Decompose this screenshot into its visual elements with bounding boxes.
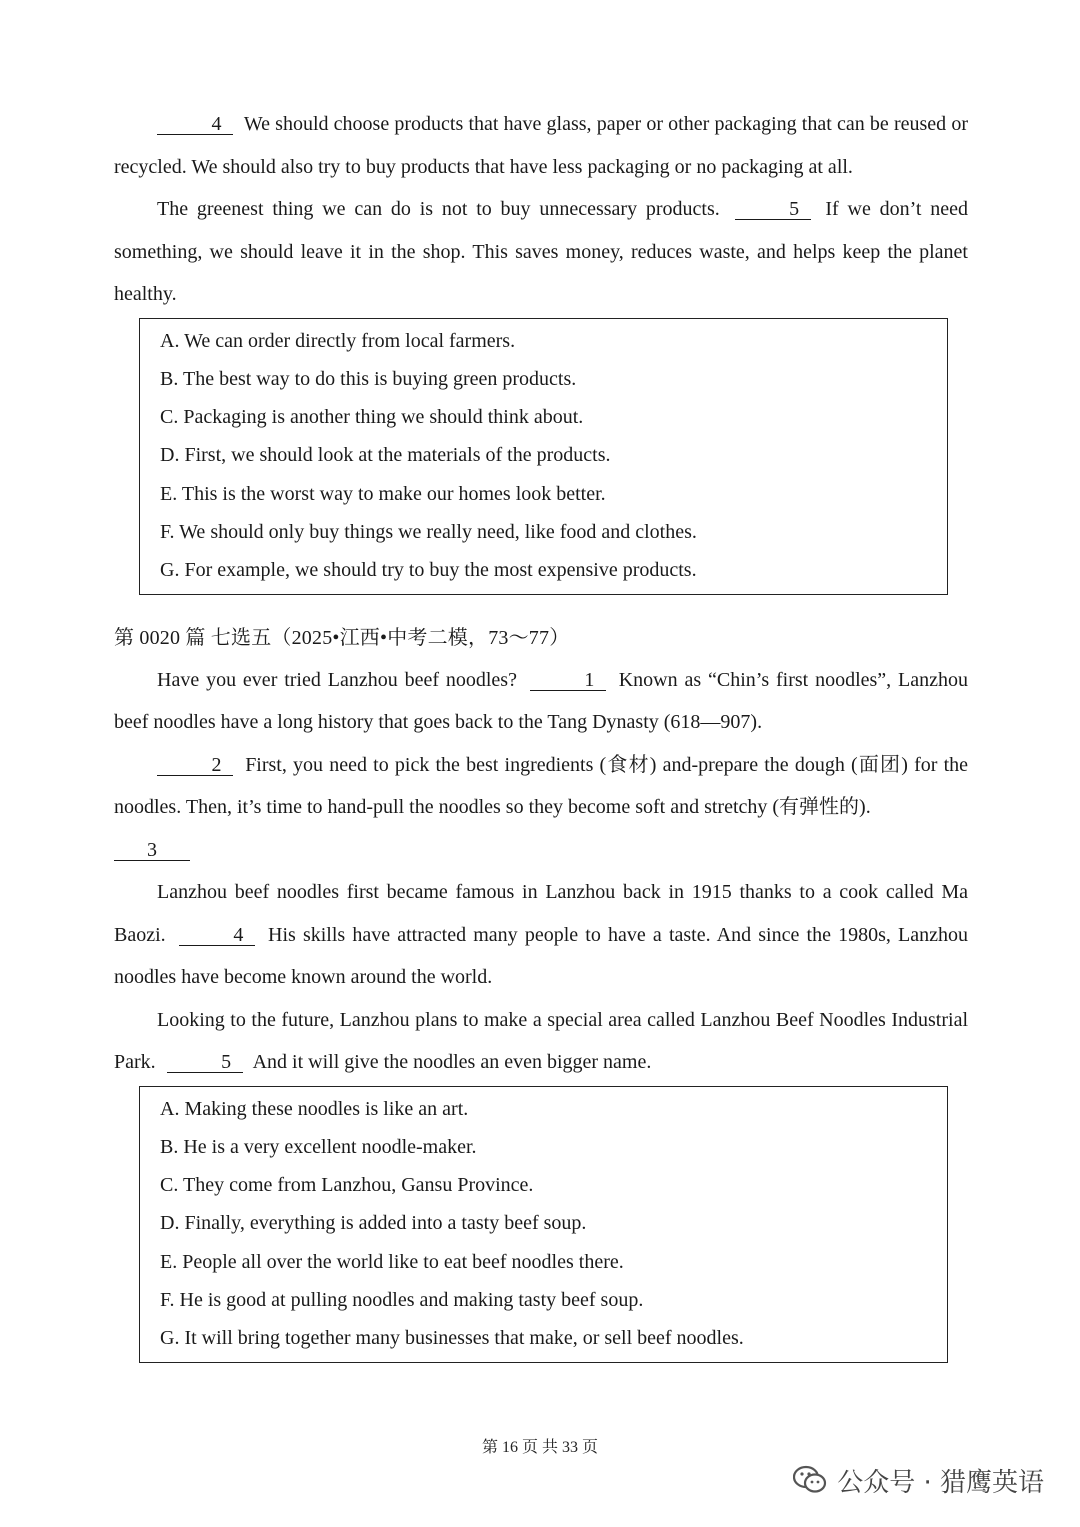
- option-a: A. Making these noodles is like an art.: [160, 1097, 469, 1120]
- blank-5: 5: [167, 1052, 243, 1073]
- watermark-text: 公众号 · 猎鹰英语: [837, 1467, 1044, 1498]
- option-b: B. He is a very excellent noodle-maker.: [160, 1135, 477, 1158]
- option-c: C. They come from Lanzhou, Gansu Province.: [160, 1174, 534, 1197]
- options-box-2: [139, 1086, 948, 1363]
- section-heading: 第 0020 篇 七选五（2025•江西•中考二模，73～77）: [114, 626, 570, 649]
- option-f: F. We should only buy things we really need, like food and clothes.: [160, 520, 697, 543]
- blank-1: 1: [530, 670, 606, 691]
- option-g: G. For example, we should try to buy the most expensive products.: [160, 559, 697, 582]
- blank-3: 3: [114, 840, 190, 861]
- passage2-blank-3-line: [114, 829, 968, 872]
- option-b: B. The best way to do this is buying green products.: [160, 367, 577, 390]
- blank-5: 5: [735, 199, 811, 220]
- option-d: D. Finally, everything is added into a tasty beef soup.: [160, 1212, 587, 1235]
- passage2-paragraph-2: 2 First, you need to pick the best ingredients (食材) and-prepare the dough (面团) for the noodles. Then, it’s time to hand-pull the noodles so they become soft and stretchy (有弹性的).: [114, 753, 969, 819]
- passage2-paragraph-3: Lanzhou beef noodles first became famous in Lanzhou back in 1915 thanks to a cook called Ma Baozi. 4 His skills have attracted many people to have a taste. And since the 1980s, Lanzhou noodles have become known around the world.: [114, 881, 969, 989]
- option-g: G. It will bring together many businesses that make, or sell beef noodles.: [160, 1327, 744, 1350]
- options-box-1: [139, 318, 948, 595]
- option-e: E. This is the worst way to make our homes look better.: [160, 482, 606, 505]
- blank-4: 4: [157, 114, 233, 135]
- page-footer: 第 16 页 共 33 页: [481, 1439, 598, 1456]
- wechat-icon: [793, 1465, 827, 1495]
- passage1-paragraph-2: The greenest thing we can do is not to buy unnecessary products. 5 If we don’t need something, we should leave it in the shop. This saves money, reduces waste, and helps keep the planet healthy.: [114, 198, 969, 305]
- passage2-paragraph-4: Looking to the future, Lanzhou plans to make a special area called Lanzhou Beef Noodles Industrial Park. 5 And it will give the noodles an even bigger name.: [114, 1008, 968, 1074]
- passage1-paragraph-1: 4 We should choose products that have glass, paper or other packaging that can be reused or recycled. We should also try to buy products that have less packaging or no packaging at all.: [114, 113, 969, 178]
- option-c: C. Packaging is another thing we should think about.: [160, 406, 584, 429]
- option-a: A. We can order directly from local farmers.: [160, 329, 516, 352]
- document-page: [114, 103, 968, 1363]
- watermark: [793, 1460, 1044, 1500]
- blank-4: 4: [179, 925, 255, 946]
- passage2-paragraph-1: Have you ever tried Lanzhou beef noodles? 1 Known as “Chin’s first noodles”, Lanzhou beef noodles have a long history that goes back to the Tang Dynasty (618—907).: [114, 668, 969, 734]
- option-e: E. People all over the world like to eat beef noodles there.: [160, 1250, 624, 1273]
- option-f: F. He is good at pulling noodles and making tasty beef soup.: [160, 1289, 644, 1312]
- option-d: D. First, we should look at the materials of the products.: [160, 444, 611, 467]
- blank-2: 2: [157, 755, 233, 776]
